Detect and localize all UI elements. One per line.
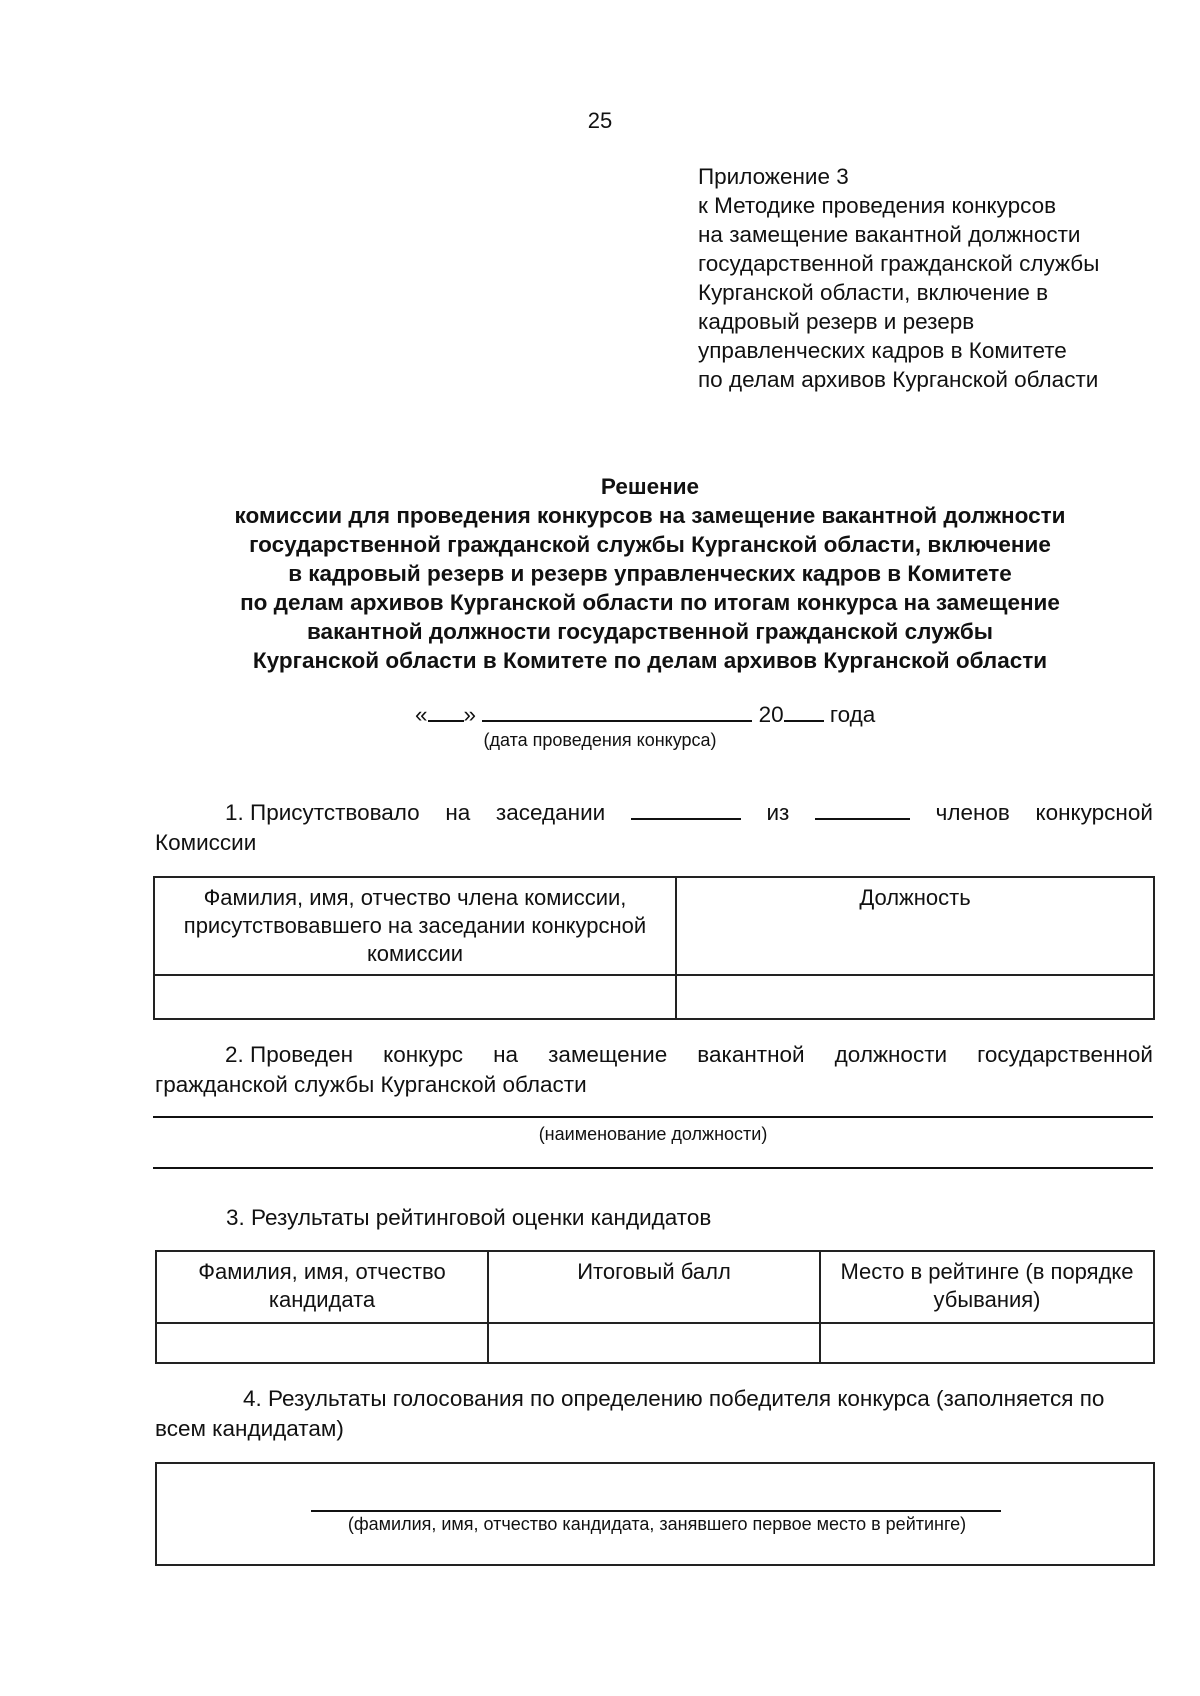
appendix-line: к Методике проведения конкурсов bbox=[698, 193, 1057, 218]
section1-word: из bbox=[766, 800, 790, 825]
table-cell-final-score[interactable] bbox=[488, 1323, 820, 1363]
section2-word: замещение bbox=[548, 1042, 668, 1067]
section1-word: заседании bbox=[495, 800, 606, 825]
table-cell-member-name[interactable] bbox=[154, 975, 676, 1019]
title-line: вакантной должности государственной гражданской службы bbox=[307, 619, 993, 644]
day-blank[interactable] bbox=[428, 700, 464, 722]
appendix-line: Приложение 3 bbox=[698, 164, 849, 189]
table-cell-position[interactable] bbox=[676, 975, 1154, 1019]
open-quote: « bbox=[415, 702, 428, 727]
section2-word: конкурс bbox=[383, 1042, 463, 1067]
document-title bbox=[150, 472, 1150, 675]
winner-name-blank[interactable] bbox=[311, 1510, 1001, 1512]
present-count-blank[interactable] bbox=[631, 798, 741, 820]
appendix-line: кадровый резерв и резерв bbox=[698, 309, 975, 334]
section1-line1 bbox=[225, 798, 1153, 828]
title-line: государственной гражданской службы Курганской области, включение bbox=[249, 532, 1051, 557]
table-header-member-name: Фамилия, имя, отчество члена комиссии, присутствовавшего на заседании конкурсной комиссии bbox=[154, 877, 676, 975]
table-header-candidate-name: Фамилия, имя, отчество кандидата bbox=[156, 1251, 488, 1323]
position-name-blank[interactable] bbox=[153, 1116, 1153, 1118]
appendix-line: государственной гражданской службы bbox=[698, 251, 1100, 276]
section2-line2: гражданской службы Курганской области bbox=[155, 1072, 587, 1097]
section2-word: государственной bbox=[977, 1042, 1153, 1067]
section1-line2: Комиссии bbox=[155, 830, 257, 855]
section4-line1: 4. Результаты голосования по определению победителя конкурса (заполняется по bbox=[243, 1386, 1105, 1411]
year-suffix: года bbox=[829, 702, 876, 727]
title-line: по делам архивов Курганской области по итогам конкурса на замещение bbox=[240, 590, 1060, 615]
section4-line2: всем кандидатам) bbox=[155, 1416, 344, 1441]
section1-word: членов bbox=[935, 800, 1010, 825]
appendix-line: управленческих кадров в Комитете bbox=[698, 338, 1067, 363]
table-header-final-score: Итоговый балл bbox=[488, 1251, 820, 1323]
position-name-blank-2[interactable] bbox=[153, 1167, 1153, 1169]
section2-line1 bbox=[225, 1040, 1153, 1070]
month-blank[interactable] bbox=[482, 700, 752, 722]
table-cell-rating-place[interactable] bbox=[820, 1323, 1154, 1363]
title-line: в кадровый резерв и резерв управленческих кадров в Комитете bbox=[288, 561, 1012, 586]
date-caption: (дата проведения конкурса) bbox=[483, 730, 717, 750]
section1-word: на bbox=[445, 800, 471, 825]
appendix-line: по делам архивов Курганской области bbox=[698, 367, 1099, 392]
title-line: комиссии для проведения конкурсов на замещение вакантной должности bbox=[234, 503, 1066, 528]
commission-members-table bbox=[153, 876, 1155, 1020]
section1-word: конкурсной bbox=[1035, 800, 1153, 825]
voting-results-box bbox=[155, 1462, 1155, 1566]
table-header-rating-place: Место в рейтинге (в порядке убывания) bbox=[820, 1251, 1154, 1323]
appendix-line: на замещение вакантной должности bbox=[698, 222, 1081, 247]
section2-word: на bbox=[493, 1042, 519, 1067]
total-count-blank[interactable] bbox=[815, 798, 910, 820]
section2-word: вакантной bbox=[697, 1042, 805, 1067]
position-name-caption: (наименование должности) bbox=[538, 1124, 768, 1144]
section1-word: 1. Присутствовало bbox=[225, 800, 420, 825]
date-field-line bbox=[415, 700, 875, 728]
section3-heading: 3. Результаты рейтинговой оценки кандидатов bbox=[226, 1205, 712, 1230]
section2-word: 2. Проведен bbox=[225, 1042, 354, 1067]
page-number: 25 bbox=[587, 108, 613, 133]
candidate-rating-table bbox=[155, 1250, 1155, 1364]
title-heading: Решение bbox=[600, 474, 700, 499]
year-prefix: 20 bbox=[758, 702, 784, 727]
section2-word: должности bbox=[834, 1042, 948, 1067]
appendix-line: Курганской области, включение в bbox=[698, 280, 1049, 305]
year-blank[interactable] bbox=[784, 700, 824, 722]
table-cell-candidate-name[interactable] bbox=[156, 1323, 488, 1363]
appendix-reference bbox=[698, 162, 1099, 394]
winner-name-caption: (фамилия, имя, отчество кандидата, занявшего первое место в рейтинге) bbox=[347, 1514, 967, 1534]
close-quote: » bbox=[463, 702, 477, 727]
table-header-position: Должность bbox=[676, 877, 1154, 975]
title-line: Курганской области в Комитете по делам архивов Курганской области bbox=[252, 648, 1048, 673]
